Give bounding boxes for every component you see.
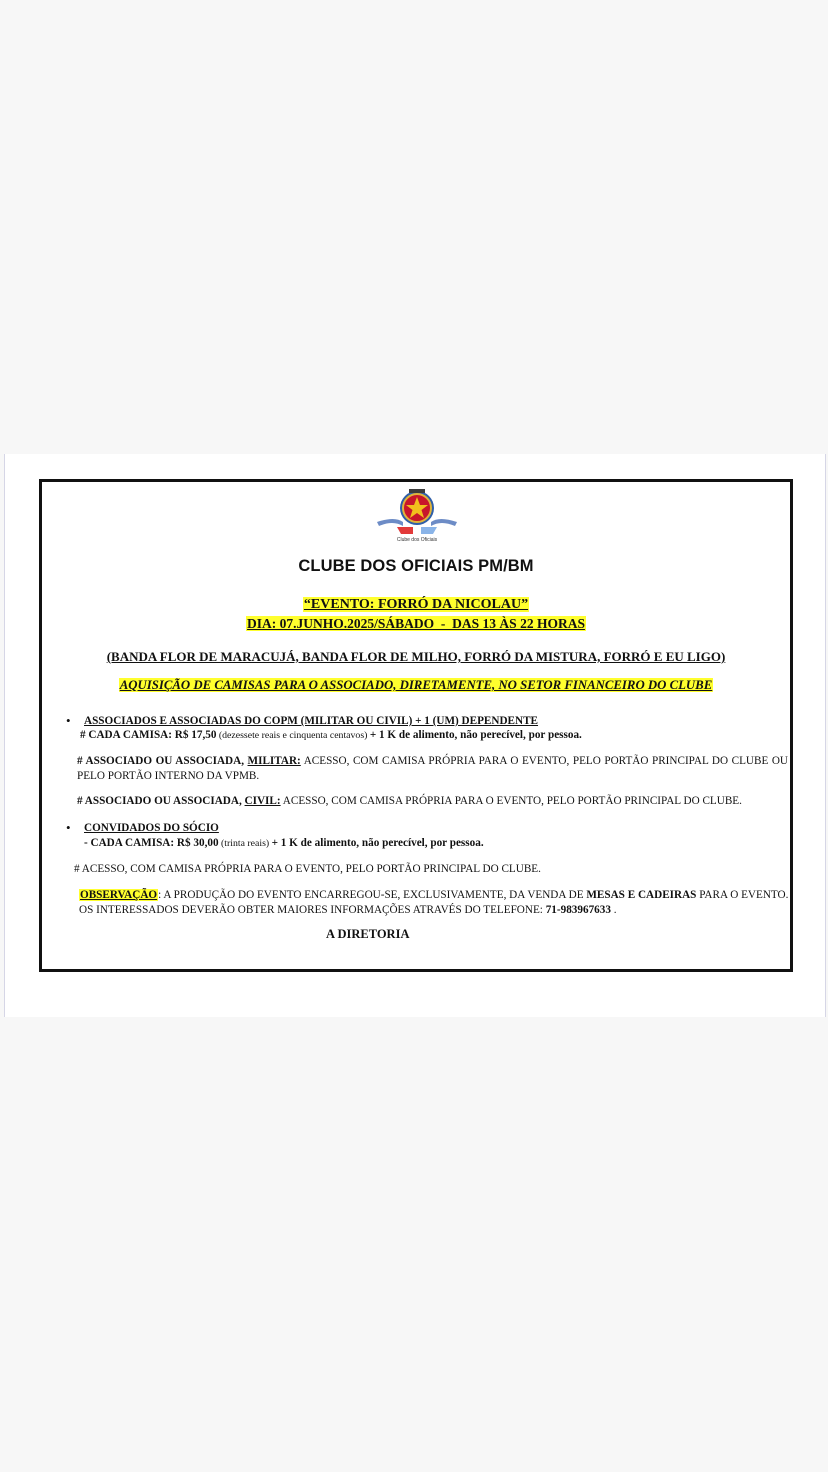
civil-label: CIVIL: xyxy=(244,795,281,807)
observation-text-end: . xyxy=(610,903,617,916)
flyer-frame xyxy=(39,479,793,972)
guests-heading: CONVIDADOS DO SÓCIO xyxy=(84,822,219,834)
emblem-caption: Clube dos Oficiais xyxy=(396,537,438,543)
military-text: ACESSO, COM CAMISA PRÓPRIA PARA O EVENTO, PELO PORTÃO PRINCIPAL DO CLUBE OU PELO PORTÃO INTERNO DA VPMB. xyxy=(77,755,788,782)
shirt-acquisition-text: AQUISIÇÃO DE CAMISAS PARA O ASSOCIADO, DIRETAMENTE, NO SETOR FINANCEIRO DO CLUBE xyxy=(119,678,713,692)
associates-price-words: (dezessete reais e cinquenta centavos) xyxy=(216,730,370,741)
event-date-text: DIA: 07.JUNHO.2025/SÁBADO - DAS 13 ÀS 22 HORAS xyxy=(247,616,585,631)
document-page xyxy=(4,454,826,1017)
military-prefix: # ASSOCIADO OU ASSOCIADA, xyxy=(77,755,248,767)
civil-prefix: # ASSOCIADO OU ASSOCIADA, xyxy=(77,795,245,807)
civil-access-rule xyxy=(77,794,742,809)
club-emblem-logo xyxy=(375,486,459,544)
observation-note xyxy=(79,888,789,917)
guests-shirt-price xyxy=(84,836,484,852)
event-name-text: “EVENTO: FORRÓ DA NICOLAU” xyxy=(303,597,529,612)
associates-price-value: : R$ 17,50 xyxy=(168,729,217,741)
observation-text-1: : A PRODUÇÃO DO EVENTO ENCARREGOU-SE, EXCLUSIVAMENTE, DA VENDA DE xyxy=(158,889,587,901)
club-title: CLUBE DOS OFICIAIS PM/BM xyxy=(298,557,534,575)
civil-text: ACESSO, COM CAMISA PRÓPRIA PARA O EVENTO, PELO PORTÃO PRINCIPAL DO CLUBE. xyxy=(280,795,742,807)
associates-price-prefix: # CADA CAMISA xyxy=(80,729,169,741)
guests-access-rule: # ACESSO, COM CAMISA PRÓPRIA PARA O EVENTO, PELO PORTÃO PRINCIPAL DO CLUBE. xyxy=(74,863,541,875)
band-lineup: (BANDA FLOR DE MARACUJÁ, BANDA FLOR DE MILHO, FORRÓ DA MISTURA, FORRÓ E EU LIGO) xyxy=(106,649,726,664)
bullet-dot-icon: • xyxy=(66,713,71,728)
observation-bold-items: MESAS E CADEIRAS xyxy=(586,889,697,901)
shirt-acquisition-notice xyxy=(42,678,790,693)
guests-price-value: : R$ 30,00 xyxy=(170,837,219,849)
associates-heading: ASSOCIADOS E ASSOCIADAS DO COPM (MILITAR OU CIVIL) + 1 (UM) DEPENDENTE xyxy=(84,715,539,727)
event-name xyxy=(42,597,790,613)
guests-price-suffix: + 1 K de alimento, não perecível, por pessoa. xyxy=(271,837,484,849)
contact-phone: 71-983967633 xyxy=(545,903,611,916)
event-date xyxy=(42,616,790,632)
signature: A DIRETORIA xyxy=(326,927,410,941)
guests-price-words: (trinta reais) xyxy=(218,838,272,849)
military-access-rule xyxy=(77,754,788,783)
associates-price-suffix: + 1 K de alimento, não perecível, por pessoa. xyxy=(369,729,582,741)
observation-text-2: PARA O EVENTO. OS INTERESSADOS DEVERÃO OBTER MAIORES INFORMAÇÕES ATRAVÉS DO TELEFONE: xyxy=(79,889,789,916)
guests-price-prefix: - CADA CAMISA xyxy=(84,837,171,849)
military-label: MILITAR: xyxy=(247,755,301,767)
bullet-dot-icon: • xyxy=(66,820,71,835)
associates-shirt-price xyxy=(80,728,582,744)
observation-label: OBSERVAÇÃO xyxy=(80,889,158,901)
